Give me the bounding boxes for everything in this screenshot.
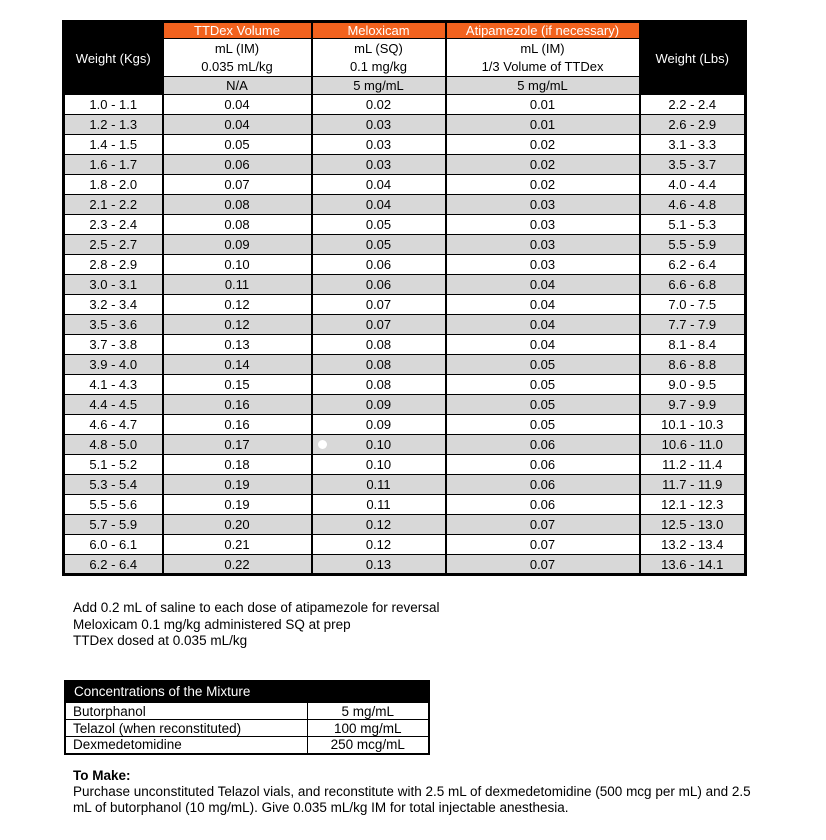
atipamezole-cell: 0.05 <box>446 355 640 375</box>
atipamezole-cell: 0.06 <box>446 455 640 475</box>
dose-table <box>62 20 747 576</box>
atipamezole-dose-subheader <box>446 39 640 77</box>
meloxicam-header: Meloxicam <box>312 22 446 39</box>
ttdex-volume-cell: 0.12 <box>163 295 312 315</box>
drug-name-cell: Telazol (when reconstituted) <box>65 720 307 737</box>
weight-kgs-cell: 6.2 - 6.4 <box>64 555 163 575</box>
meloxicam-cell: 0.11 <box>312 495 446 515</box>
dose-row <box>64 315 746 335</box>
ttdex-volume-cell: 0.17 <box>163 435 312 455</box>
meloxicam-cell: 0.12 <box>312 535 446 555</box>
weight-lbs-cell: 6.6 - 6.8 <box>640 275 746 295</box>
weight-kgs-cell: 4.4 - 4.5 <box>64 395 163 415</box>
weight-lbs-cell: 7.0 - 7.5 <box>640 295 746 315</box>
dose-row <box>64 195 746 215</box>
ttdex-volume-cell: 0.04 <box>163 115 312 135</box>
weight-lbs-cell: 9.7 - 9.9 <box>640 395 746 415</box>
concentrations-table-container <box>64 680 430 755</box>
atipamezole-cell: 0.03 <box>446 195 640 215</box>
atipamezole-dose-line: 1/3 Volume of TTDex <box>481 58 604 74</box>
meloxicam-cell: 0.08 <box>312 355 446 375</box>
ttdex-dose-subheader <box>163 39 312 77</box>
weight-kgs-cell: 3.9 - 4.0 <box>64 355 163 375</box>
atipamezole-cell: 0.04 <box>446 275 640 295</box>
drug-concentration-cell: 250 mcg/mL <box>307 737 429 754</box>
atipamezole-cell: 0.05 <box>446 395 640 415</box>
to-make-body: Purchase unconstituted Telazol vials, and reconstitute with 2.5 mL of dexmedetomidine (500 mcg per mL) and 2.5 mL of butorphanol (10 mg/mL). Give 0.035 mL/kg IM for total injectable anesthesia. <box>73 784 751 815</box>
meloxicam-cell: 0.07 <box>312 315 446 335</box>
drug-concentration-cell: 5 mg/mL <box>307 703 429 720</box>
white-dot-artifact <box>318 440 327 449</box>
dose-row <box>64 475 746 495</box>
atipamezole-cell: 0.04 <box>446 315 640 335</box>
meloxicam-cell: 0.03 <box>312 155 446 175</box>
meloxicam-cell: 0.13 <box>312 555 446 575</box>
weight-lbs-cell: 12.1 - 12.3 <box>640 495 746 515</box>
weight-kgs-cell: 2.3 - 2.4 <box>64 215 163 235</box>
atipamezole-cell: 0.04 <box>446 295 640 315</box>
weight-lbs-cell: 13.2 - 13.4 <box>640 535 746 555</box>
ttdex-volume-cell: 0.06 <box>163 155 312 175</box>
ttdex-volume-cell: 0.13 <box>163 335 312 355</box>
meloxicam-cell: 0.09 <box>312 395 446 415</box>
meloxicam-cell: 0.09 <box>312 415 446 435</box>
weight-lbs-cell: 3.1 - 3.3 <box>640 135 746 155</box>
weight-lbs-cell: 13.6 - 14.1 <box>640 555 746 575</box>
atipamezole-cell: 0.07 <box>446 515 640 535</box>
weight-lbs-cell: 9.0 - 9.5 <box>640 375 746 395</box>
concentrations-title: Concentrations of the Mixture <box>65 681 429 703</box>
atipamezole-cell: 0.02 <box>446 135 640 155</box>
ttdex-volume-cell: 0.14 <box>163 355 312 375</box>
dose-row <box>64 515 746 535</box>
dose-row <box>64 155 746 175</box>
weight-lbs-cell: 3.5 - 3.7 <box>640 155 746 175</box>
dose-row <box>64 455 746 475</box>
ttdex-volume-cell: 0.12 <box>163 315 312 335</box>
ttdex-volume-cell: 0.09 <box>163 235 312 255</box>
meloxicam-cell: 0.02 <box>312 95 446 115</box>
weight-kgs-cell: 5.3 - 5.4 <box>64 475 163 495</box>
atipamezole-cell: 0.07 <box>446 535 640 555</box>
concentration-row <box>65 720 429 737</box>
weight-kgs-cell: 2.1 - 2.2 <box>64 195 163 215</box>
meloxicam-cell: 0.03 <box>312 135 446 155</box>
meloxicam-cell: 0.12 <box>312 515 446 535</box>
ttdex-volume-cell: 0.18 <box>163 455 312 475</box>
dose-row <box>64 435 746 455</box>
atipamezole-cell: 0.06 <box>446 475 640 495</box>
dose-row <box>64 375 746 395</box>
dose-table-header <box>64 22 746 95</box>
weight-kgs-cell: 1.6 - 1.7 <box>64 155 163 175</box>
atipamezole-cell: 0.05 <box>446 415 640 435</box>
meloxicam-cell: 0.11 <box>312 475 446 495</box>
weight-lbs-cell: 4.6 - 4.8 <box>640 195 746 215</box>
atipamezole-concentration-cell: 5 mg/mL <box>446 77 640 95</box>
ttdex-volume-cell: 0.19 <box>163 475 312 495</box>
ttdex-volume-cell: 0.11 <box>163 275 312 295</box>
meloxicam-cell: 0.03 <box>312 115 446 135</box>
ttdex-volume-cell: 0.21 <box>163 535 312 555</box>
atipamezole-cell: 0.03 <box>446 215 640 235</box>
atipamezole-route-line: mL (IM) <box>520 40 565 56</box>
weight-kgs-cell: 1.2 - 1.3 <box>64 115 163 135</box>
weight-lbs-cell: 8.1 - 8.4 <box>640 335 746 355</box>
note-line: Meloxicam 0.1 mg/kg administered SQ at prep <box>73 616 351 632</box>
concentration-row <box>65 703 429 720</box>
ttdex-volume-cell: 0.05 <box>163 135 312 155</box>
note-line: Add 0.2 mL of saline to each dose of atipamezole for reversal <box>73 600 440 615</box>
weight-kgs-cell: 5.7 - 5.9 <box>64 515 163 535</box>
atipamezole-header: Atipamezole (if necessary) <box>446 22 640 39</box>
ttdex-volume-cell: 0.15 <box>163 375 312 395</box>
dose-row <box>64 495 746 515</box>
meloxicam-concentration-cell: 5 mg/mL <box>312 77 446 95</box>
weight-lbs-header: Weight (Lbs) <box>640 22 746 95</box>
ttdex-volume-cell: 0.20 <box>163 515 312 535</box>
weight-kgs-cell: 3.7 - 3.8 <box>64 335 163 355</box>
weight-lbs-cell: 2.6 - 2.9 <box>640 115 746 135</box>
dosing-notes <box>73 600 439 650</box>
concentrations-table <box>64 680 430 755</box>
weight-lbs-cell: 11.2 - 11.4 <box>640 455 746 475</box>
ttdex-volume-cell: 0.07 <box>163 175 312 195</box>
atipamezole-cell: 0.01 <box>446 115 640 135</box>
concentration-row <box>65 737 429 754</box>
dose-row <box>64 215 746 235</box>
dose-table-body <box>64 95 746 575</box>
weight-kgs-cell: 2.5 - 2.7 <box>64 235 163 255</box>
meloxicam-cell: 0.10 <box>312 455 446 475</box>
ttdex-volume-cell: 0.16 <box>163 415 312 435</box>
weight-lbs-cell: 6.2 - 6.4 <box>640 255 746 275</box>
weight-lbs-cell: 5.5 - 5.9 <box>640 235 746 255</box>
atipamezole-cell: 0.05 <box>446 375 640 395</box>
dose-row <box>64 235 746 255</box>
weight-kgs-cell: 4.8 - 5.0 <box>64 435 163 455</box>
atipamezole-cell: 0.01 <box>446 95 640 115</box>
atipamezole-cell: 0.06 <box>446 495 640 515</box>
atipamezole-cell: 0.06 <box>446 435 640 455</box>
weight-kgs-cell: 2.8 - 2.9 <box>64 255 163 275</box>
weight-kgs-cell: 3.5 - 3.6 <box>64 315 163 335</box>
meloxicam-cell: 0.10 <box>312 435 446 455</box>
weight-kgs-cell: 5.1 - 5.2 <box>64 455 163 475</box>
meloxicam-dose-subheader <box>312 39 446 77</box>
ttdex-concentration-cell: N/A <box>163 77 312 95</box>
meloxicam-cell: 0.08 <box>312 335 446 355</box>
atipamezole-cell: 0.02 <box>446 155 640 175</box>
meloxicam-cell: 0.05 <box>312 235 446 255</box>
dose-row <box>64 175 746 195</box>
ttdex-volume-cell: 0.04 <box>163 95 312 115</box>
weight-lbs-cell: 7.7 - 7.9 <box>640 315 746 335</box>
dose-row <box>64 135 746 155</box>
meloxicam-cell: 0.06 <box>312 255 446 275</box>
meloxicam-cell: 0.04 <box>312 175 446 195</box>
ttdex-volume-cell: 0.19 <box>163 495 312 515</box>
dose-row <box>64 255 746 275</box>
meloxicam-cell: 0.04 <box>312 195 446 215</box>
dose-row <box>64 95 746 115</box>
ttdex-dose-line: 0.035 mL/kg <box>201 58 273 74</box>
ttdex-volume-header: TTDex Volume <box>163 22 312 39</box>
weight-lbs-cell: 10.6 - 11.0 <box>640 435 746 455</box>
dose-table-container <box>62 20 747 576</box>
to-make-heading: To Make: <box>73 768 131 783</box>
weight-lbs-cell: 4.0 - 4.4 <box>640 175 746 195</box>
weight-kgs-cell: 3.2 - 3.4 <box>64 295 163 315</box>
weight-kgs-cell: 4.6 - 4.7 <box>64 415 163 435</box>
weight-kgs-header: Weight (Kgs) <box>64 22 163 95</box>
atipamezole-cell: 0.03 <box>446 255 640 275</box>
meloxicam-route-line: mL (SQ) <box>354 40 403 56</box>
weight-lbs-cell: 5.1 - 5.3 <box>640 215 746 235</box>
ttdex-route-line: mL (IM) <box>214 40 260 56</box>
meloxicam-dose-line: 0.1 mg/kg <box>349 58 408 74</box>
ttdex-volume-cell: 0.16 <box>163 395 312 415</box>
meloxicam-cell: 0.08 <box>312 375 446 395</box>
weight-lbs-cell: 8.6 - 8.8 <box>640 355 746 375</box>
weight-lbs-cell: 10.1 - 10.3 <box>640 415 746 435</box>
ttdex-volume-cell: 0.22 <box>163 555 312 575</box>
drug-name-cell: Dexmedetomidine <box>65 737 307 754</box>
dose-row <box>64 275 746 295</box>
weight-kgs-cell: 5.5 - 5.6 <box>64 495 163 515</box>
dose-row <box>64 295 746 315</box>
atipamezole-cell: 0.02 <box>446 175 640 195</box>
dose-row <box>64 415 746 435</box>
dose-row <box>64 395 746 415</box>
atipamezole-cell: 0.03 <box>446 235 640 255</box>
atipamezole-cell: 0.07 <box>446 555 640 575</box>
dose-row <box>64 115 746 135</box>
drug-name-cell: Butorphanol <box>65 703 307 720</box>
to-make-section <box>73 768 765 816</box>
atipamezole-cell: 0.04 <box>446 335 640 355</box>
ttdex-volume-cell: 0.08 <box>163 195 312 215</box>
dose-row <box>64 555 746 575</box>
weight-kgs-cell: 3.0 - 3.1 <box>64 275 163 295</box>
weight-kgs-cell: 1.8 - 2.0 <box>64 175 163 195</box>
dose-row <box>64 355 746 375</box>
weight-kgs-cell: 4.1 - 4.3 <box>64 375 163 395</box>
weight-lbs-cell: 2.2 - 2.4 <box>640 95 746 115</box>
weight-lbs-cell: 11.7 - 11.9 <box>640 475 746 495</box>
weight-kgs-cell: 1.0 - 1.1 <box>64 95 163 115</box>
meloxicam-cell: 0.06 <box>312 275 446 295</box>
meloxicam-cell: 0.05 <box>312 215 446 235</box>
drug-concentration-cell: 100 mg/mL <box>307 720 429 737</box>
weight-kgs-cell: 1.4 - 1.5 <box>64 135 163 155</box>
ttdex-volume-cell: 0.08 <box>163 215 312 235</box>
dose-row <box>64 335 746 355</box>
concentrations-table-body <box>65 703 429 754</box>
dose-row <box>64 535 746 555</box>
weight-lbs-cell: 12.5 - 13.0 <box>640 515 746 535</box>
ttdex-volume-cell: 0.10 <box>163 255 312 275</box>
meloxicam-cell: 0.07 <box>312 295 446 315</box>
note-line: TTDex dosed at 0.035 mL/kg <box>73 633 248 648</box>
weight-kgs-cell: 6.0 - 6.1 <box>64 535 163 555</box>
